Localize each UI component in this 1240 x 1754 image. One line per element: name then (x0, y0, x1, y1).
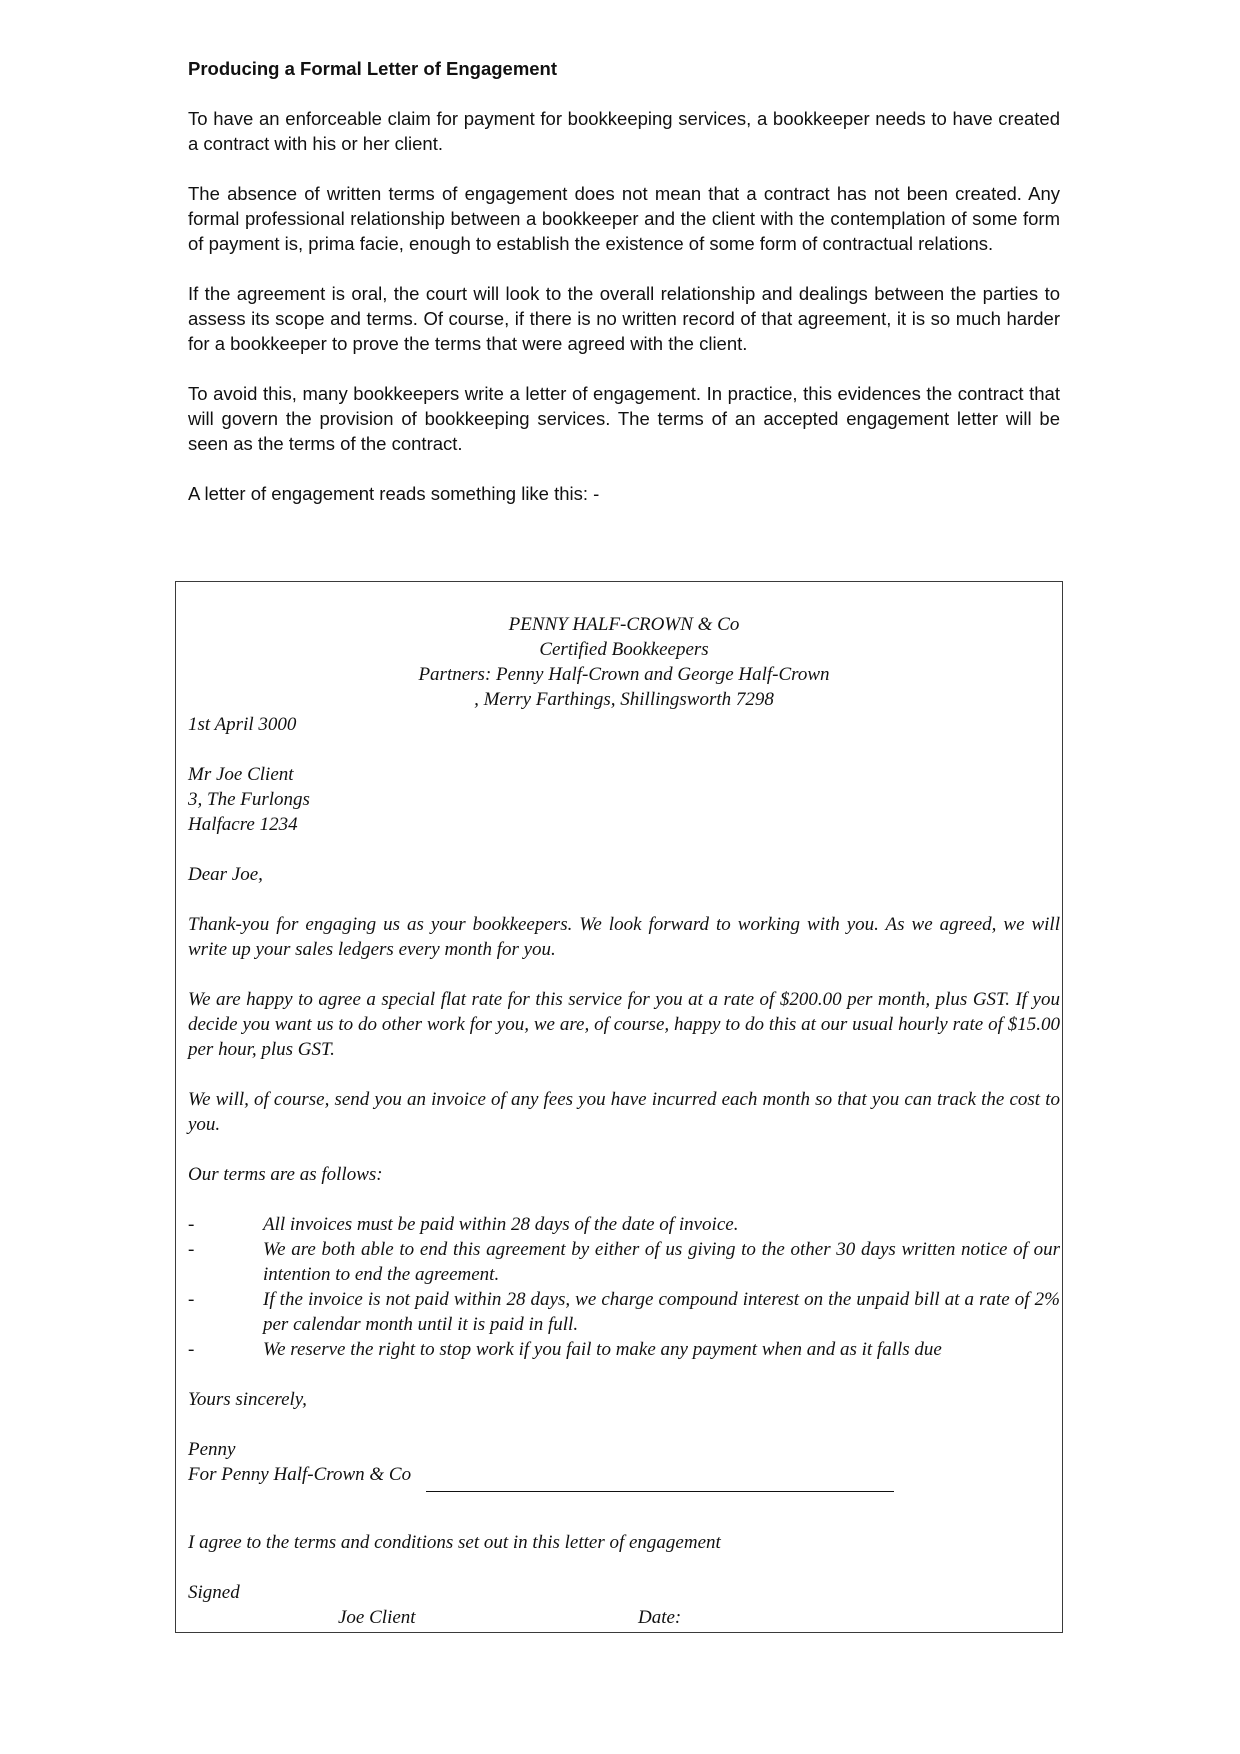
firm-name: PENNY HALF-CROWN & Co (508, 614, 740, 635)
letter-date: 1st April 3000 (188, 714, 297, 735)
terms-list (188, 1212, 1060, 1362)
page-title: Producing a Formal Letter of Engagement (188, 58, 558, 79)
intro-paragraph: If the agreement is oral, the court will look to the overall relationship and dealings between the parties to assess its scope and terms. Of course, if there is no written record of that agreement, it is so much harder for a bookkeeper to prove the terms that were agreed with the client. (188, 283, 1060, 354)
intro-paragraph: To avoid this, many bookkeepers write a letter of engagement. In practice, this evidences the contract that will govern the provision of bookkeeping services. The terms of an accepted engagement letter will be seen as the terms of the contract. (188, 383, 1060, 454)
agreement-statement: I agree to the terms and conditions set out in this letter of engagement (188, 1532, 721, 1553)
bullet-dash: - (188, 1289, 195, 1310)
firm-address: , Merry Farthings, Shillingsworth 7298 (474, 689, 774, 710)
letter-paragraph: We will, of course, send you an invoice of any fees you have incurred each month so that you can track the cost to you. (188, 1089, 1060, 1135)
terms-item-text: If the invoice is not paid within 28 days, we charge compound interest on the unpaid bill at a rate of 2% per calendar month until it is paid in full. (263, 1289, 1060, 1335)
firm-partners: Partners: Penny Half-Crown and George Half-Crown (418, 664, 830, 685)
recipient-line: Halfacre 1234 (188, 814, 298, 835)
bullet-dash: - (188, 1239, 195, 1260)
salutation: Dear Joe, (188, 864, 263, 885)
intro-section (188, 56, 1060, 531)
bullet-dash: - (188, 1339, 195, 1360)
terms-heading: Our terms are as follows: (188, 1164, 383, 1185)
sample-letter (188, 612, 1060, 1630)
signature-row (188, 1605, 1060, 1630)
terms-item (188, 1237, 1060, 1287)
signatory-firm: For Penny Half-Crown & Co (188, 1464, 412, 1485)
client-name: Joe Client (338, 1607, 416, 1628)
intro-paragraph: To have an enforceable claim for payment for bookkeeping services, a bookkeeper needs to have created a contract with his or her client. (188, 108, 1060, 154)
closing: Yours sincerely, (188, 1389, 307, 1410)
signatory-name: Penny (188, 1439, 236, 1460)
intro-paragraph: The absence of written terms of engagement does not mean that a contract has not been created. Any formal professional relationship between a bookkeeper and the client with the contemplation of some form of payment is, prima facie, enough to establish the existence of some form of contractual relations. (188, 183, 1060, 254)
recipient-line: 3, The Furlongs (188, 789, 310, 810)
terms-item-text: All invoices must be paid within 28 days of the date of invoice. (263, 1214, 739, 1235)
terms-item-text: We reserve the right to stop work if you fail to make any payment when and as it falls due (263, 1339, 942, 1360)
terms-item-text: We are both able to end this agreement by either of us giving to the other 30 days written notice of our intention to end the agreement. (263, 1239, 1060, 1285)
recipient-line: Mr Joe Client (188, 764, 294, 785)
recipient-address (188, 762, 1060, 837)
letterhead (188, 612, 1060, 712)
terms-item (188, 1212, 1060, 1237)
signed-label: Signed (188, 1582, 240, 1603)
firm-tagline: Certified Bookkeepers (539, 639, 709, 660)
terms-item (188, 1287, 1060, 1337)
terms-item (188, 1337, 1060, 1362)
letter-paragraph: We are happy to agree a special flat rate for this service for you at a rate of $200.00 per month, plus GST. If you decide you want us to do other work for you, we are, of course, happy to do this at our usual hourly rate of $15.00 per hour, plus GST. (188, 989, 1060, 1060)
date-label: Date: (638, 1607, 682, 1628)
intro-paragraph: A letter of engagement reads something like this: - (188, 483, 600, 504)
bullet-dash: - (188, 1214, 195, 1235)
letter-paragraph: Thank-you for engaging us as your bookkeepers. We look forward to working with you. As we agreed, we will write up your sales ledgers every month for you. (188, 914, 1060, 960)
